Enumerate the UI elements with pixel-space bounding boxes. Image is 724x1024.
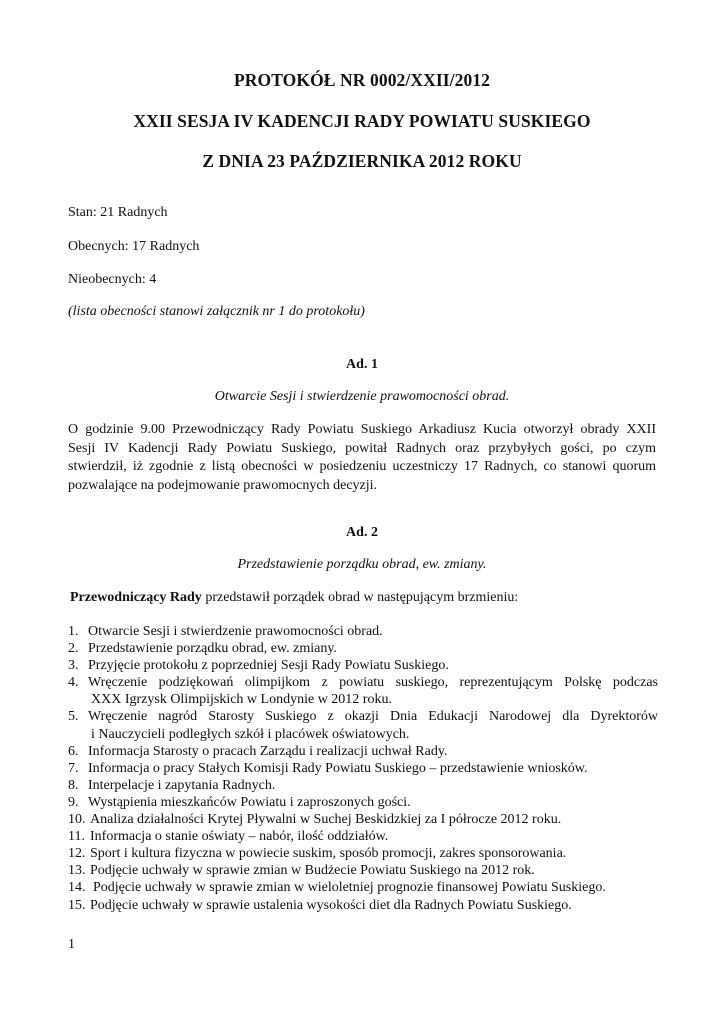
ad2-intro — [70, 590, 518, 606]
agenda-item — [68, 777, 658, 794]
ad1-paragraph — [68, 421, 656, 495]
agenda-item — [68, 674, 658, 708]
chairman-label: Przewodniczący Rady — [70, 590, 202, 605]
agenda-number: 3. — [68, 658, 79, 674]
agenda-number: 2. — [68, 641, 79, 657]
paragraph-line: Sesji IV Kadencji Rady Powiatu Suskiego, powitał Radnych oraz przybyłych gości, po czym — [68, 440, 656, 456]
agenda-text: Wręczenie nagród Starosty Suskiego z okazji Dnia Edukacji Narodowej dla Dyrektorów — [88, 709, 658, 725]
agenda-text: Informacja o stanie oświaty – nabór, ilość oddziałów. — [90, 829, 389, 845]
agenda-item — [68, 828, 658, 845]
agenda-item — [68, 708, 658, 742]
agenda-text: Wystąpienia mieszkańców Powiatu i zaproszonych gości. — [88, 794, 411, 810]
ad2-heading: Ad. 2 — [346, 525, 378, 540]
agenda-number: 13. — [68, 863, 86, 879]
agenda-text: Otwarcie Sesji i stwierdzenie prawomocności obrad. — [88, 624, 383, 639]
attendance-nieobecnych: Nieobecnych: 4 — [68, 272, 157, 287]
agenda-text: Podjęcie uchwały w sprawie ustalenia wysokości diet dla Radnych Powiatu Suskiego. — [90, 897, 572, 913]
intro-text: przedstawił porządek obrad w następującym brzmieniu: — [201, 590, 519, 605]
agenda-number: 9. — [68, 794, 79, 810]
ad2-subtitle: Przedstawienie porządku obrad, ew. zmiany. — [237, 557, 487, 572]
agenda-item — [68, 862, 658, 879]
agenda-number: 14. — [68, 880, 86, 896]
agenda-number: 10. — [68, 812, 86, 828]
ad1-heading: Ad. 1 — [346, 357, 378, 372]
agenda-item — [68, 623, 658, 640]
agenda-item — [68, 897, 658, 914]
page-number: 1 — [68, 937, 75, 952]
agenda-list — [68, 623, 658, 914]
agenda-number: 8. — [68, 777, 79, 793]
agenda-item — [68, 794, 658, 811]
agenda-text: i Nauczycieli podległych szkół i placówek oświatowych. — [91, 726, 410, 742]
attendance-note: (lista obecności stanowi załącznik nr 1 do protokołu) — [68, 304, 365, 319]
agenda-number: 15. — [68, 897, 86, 913]
agenda-text: Interpelacje i zapytania Radnych. — [88, 777, 276, 793]
agenda-text: Przyjęcie protokołu z poprzedniej Sesji Rady Powiatu Suskiego. — [88, 658, 449, 674]
agenda-item — [68, 657, 658, 674]
agenda-number: 11. — [68, 829, 85, 845]
paragraph-line: O godzinie 9.00 Przewodniczący Rady Powiatu Suskiego Arkadiusz Kucia otworzył obrady XXII — [68, 422, 656, 437]
agenda-item — [68, 811, 658, 828]
agenda-number: 5. — [68, 709, 79, 725]
agenda-item — [68, 640, 658, 657]
date-title: Z DNIA 23 PAŹDZIERNIKA 2012 ROKU — [202, 151, 522, 171]
agenda-number: 4. — [68, 675, 79, 691]
attendance-stan: Stan: 21 Radnych — [68, 205, 168, 220]
agenda-text: Informacja o pracy Stałych Komisji Rady Powiatu Suskiego – przedstawienie wniosków. — [88, 760, 588, 776]
protocol-title: PROTOKÓŁ NR 0002/XXII/2012 — [233, 70, 491, 90]
agenda-item — [68, 760, 658, 777]
agenda-item — [68, 743, 658, 760]
agenda-text: Podjęcie uchwały w sprawie zmian w wieloletniej prognozie finansowej Powiatu Suskiego. — [93, 880, 606, 896]
attendance-obecnych: Obecnych: 17 Radnych — [68, 239, 200, 254]
agenda-text: XXX Igrzysk Olimpijskich w Londynie w 2012 roku. — [91, 692, 392, 708]
session-title: XXII SESJA IV KADENCJI RADY POWIATU SUSKIEGO — [133, 111, 591, 131]
agenda-text: Analiza działalności Krytej Pływalni w Suchej Beskidzkiej za I półrocze 2012 roku. — [90, 812, 562, 828]
agenda-text: Sport i kultura fizyczna w powiecie suskim, sposób promocji, zakres sponsorowania. — [90, 846, 567, 862]
agenda-text: Przedstawienie porządku obrad, ew. zmiany. — [88, 641, 337, 657]
agenda-number: 12. — [68, 846, 86, 862]
agenda-number: 6. — [68, 743, 79, 759]
agenda-item — [68, 845, 658, 862]
agenda-number: 7. — [68, 760, 79, 776]
paragraph-line: stwierdził, iż zgodnie z listą obecności w posiedzeniu uczestniczy 17 Radnych, co stanowi quorum — [68, 459, 656, 474]
agenda-item — [68, 879, 658, 896]
agenda-number: 1. — [68, 624, 79, 639]
ad1-subtitle: Otwarcie Sesji i stwierdzenie prawomocności obrad. — [214, 389, 510, 404]
agenda-text: Informacja Starosty o pracach Zarządu i realizacji uchwał Rady. — [88, 743, 448, 759]
paragraph-line: pozwalające na podejmowanie prawomocnych decyzji. — [68, 477, 378, 493]
agenda-text: Podjęcie uchwały w sprawie zmian w Budżecie Powiatu Suskiego na 2012 rok. — [90, 863, 535, 879]
agenda-text: Wręczenie podziękowań olimpijkom z powiatu suskiego, reprezentującym Polskę podczas — [88, 675, 658, 691]
